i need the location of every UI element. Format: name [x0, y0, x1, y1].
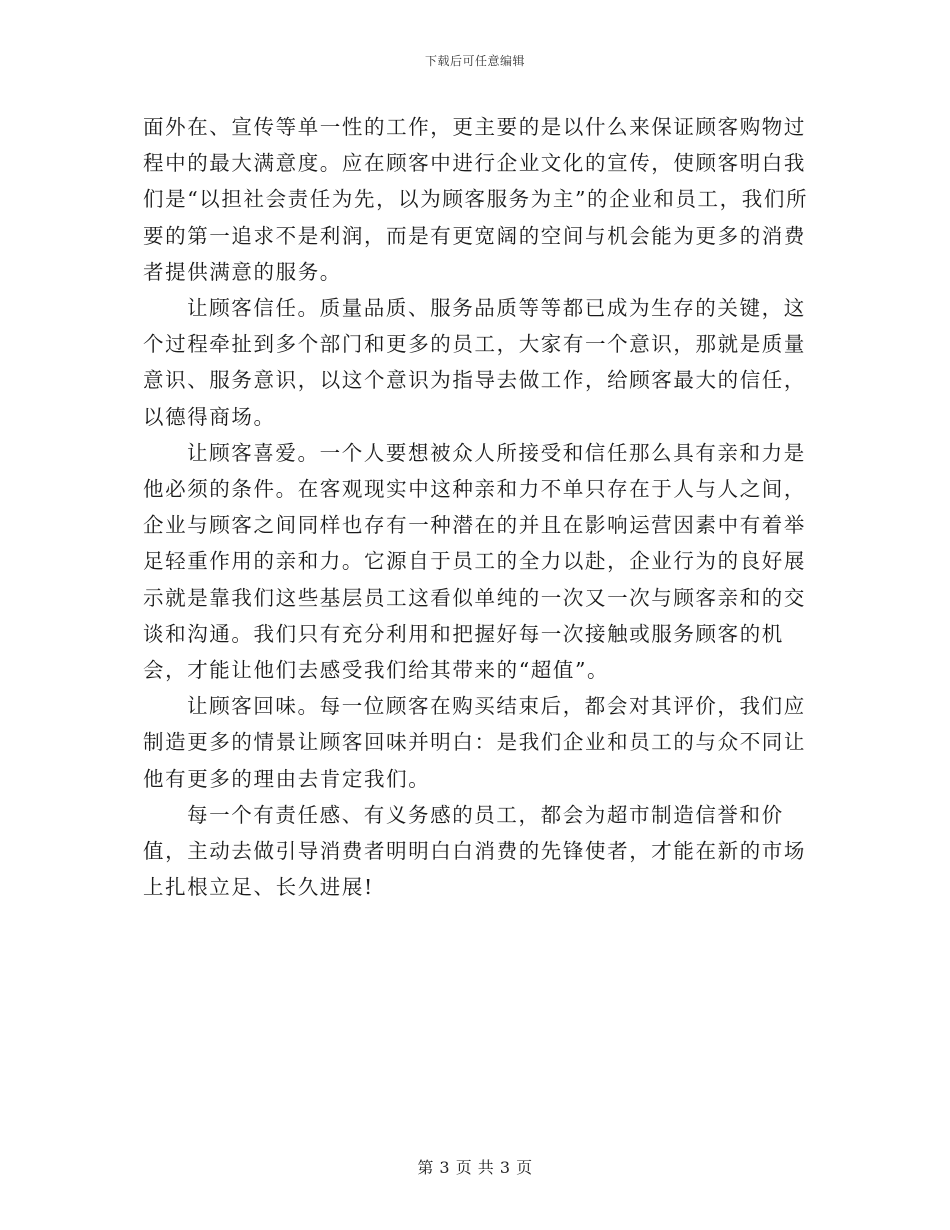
paragraph-aftertaste: 让顾客回味。每一位顾客在购买结束后，都会对其评价，我们应制造更多的情景让顾客回味并明白：是我们企业和员工的与众不同让他有更多的理由去肯定我们。: [143, 694, 806, 791]
paragraph-trust: 让顾客信任。质量品质、服务品质等等都已成为生存的关键，这个过程牵扯到多个部门和更多的员工，大家有一个意识，那就是质量意识、服务意识，以这个意识为指导去做工作，给顾客最大的信任，以德得商场。: [143, 296, 806, 429]
document-body: [143, 109, 809, 905]
page-number: 第 3 页 共 3 页: [417, 1158, 533, 1177]
paragraph-continuation: 面外在、宣传等单一性的工作，更主要的是以什么来保证顾客购物过程中的最大满意度。应在顾客中进行企业文化的宣传，使顾客明白我们是“以担社会责任为先，以为顾客服务为主”的企业和员工，我们所要的第一追求不是利润，而是有更宽阔的空间与机会能为更多的消费者提供满意的服务。: [143, 115, 809, 284]
paragraph-conclusion: 每一个有责任感、有义务感的员工，都会为超市制造信誉和价值，主动去做引导消费者明明白白消费的先锋使者，才能在新的市场上扎根立足、长久进展!: [143, 802, 806, 900]
page-header: 下载后可任意编辑: [424, 54, 525, 68]
paragraph-affection: 让顾客喜爱。一个人要想被众人所接受和信任那么具有亲和力是他必须的条件。在客观现实中这种亲和力不单只存在于人与人之间，企业与顾客之间同样也存有一种潜在的并且在影响运营因素中有着举足轻重作用的亲和力。它源自于员工的全力以赴，企业行为的良好展示就是靠我们这些基层员工这看似单纯的一次又一次与顾客亲和的交谈和沟通。我们只有充分利用和把握好每一次接触或服务顾客的机会，才能让他们去感受我们给其带来的“超值”。: [143, 440, 806, 683]
